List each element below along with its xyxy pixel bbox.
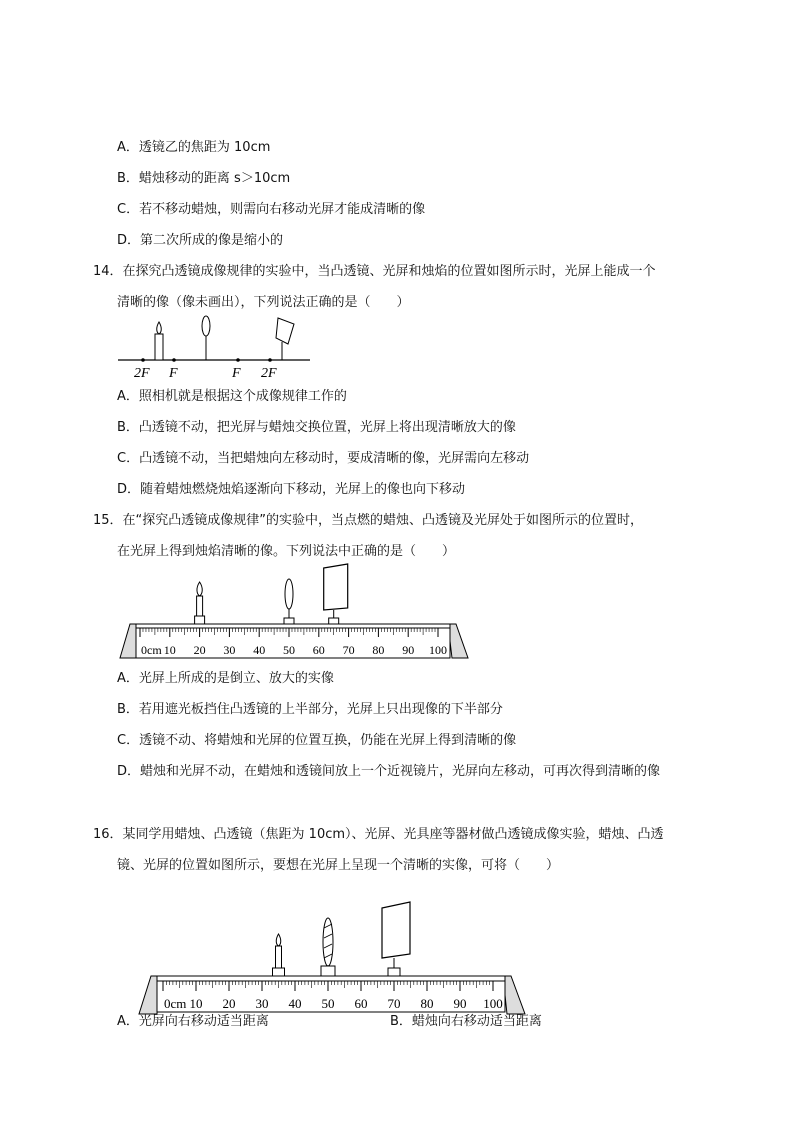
q14-stem-line2: 清晰的像（像未画出），下列说法正确的是（ ） [117,295,410,310]
q15-ruler-label: 40 [253,643,266,657]
q15-stem-line2: 在光屏上得到烛焰清晰的像。下列说法中正确的是（ ） [117,544,456,559]
q15-ruler-label: 80 [372,643,385,657]
q16-left-stand [139,976,159,1014]
q16-option-b: B．蜡烛向右移动适当距离 [390,1014,542,1029]
q13-option-b: B．蜡烛移动的距离 s＞10cm [117,171,291,186]
q14-stem-line1: 14．在探究凸透镜成像规律的实验中，当凸透镜、光屏和烛焰的位置如图所示时，光屏上能成一个 [93,264,656,279]
q15-ruler-label: 90 [402,643,415,657]
q14-label-2f-left: 2F [134,366,150,381]
q15-option-c: C．透镜不动、将蜡烛和光屏的位置互换，仍能在光屏上得到清晰的像 [117,733,517,748]
q15-optical-bench [112,562,476,664]
q15-option-d: D．蜡烛和光屏不动，在蜡烛和透镜间放上一个近视镜片，光屏向左移动，可再次得到清晰的像 [117,764,661,779]
q16-ruler-label: 40 [288,996,302,1011]
q14-option-d: D．随着蜡烛燃烧烛焰逐渐向下移动，光屏上的像也向下移动 [117,482,466,497]
q14-diagram [112,312,317,382]
q14-lens [202,316,210,336]
q15-right-stand [448,624,468,658]
q16-candle [273,934,285,976]
q15-option-a: A．光屏上所成的是倒立、放大的实像 [117,671,334,686]
q16-right-stand [503,976,525,1014]
q15-ruler-label: 20 [193,643,206,657]
q16-optical-bench [127,898,537,1020]
q15-ruler-label: 70 [342,643,355,657]
q13-option-d: D．第二次所成的像是缩小的 [117,233,284,248]
q16-ruler-label: 0cm [164,996,187,1011]
q15-ruler-label: 50 [283,643,295,657]
q16-ruler-label: 10 [189,996,203,1011]
q15-option-b: B．若用遮光板挡住凸透镜的上半部分，光屏上只出现像的下半部分 [117,702,503,717]
q15-candle [195,582,205,624]
q16-stem-line1: 16．某同学用蜡烛、凸透镜（焦距为 10cm）、光屏、光具座等器材做凸透镜成像实验，蜡烛、凸透 [93,827,664,842]
q15-ruler-label: 60 [312,643,325,657]
q15-left-stand [120,624,138,658]
q16-ruler-label: 20 [222,996,236,1011]
q16-ruler-label: 70 [387,996,401,1011]
q16-option-a: A．光屏向右移动适当距离 [117,1014,269,1029]
q16-ruler-label: 80 [420,996,434,1011]
q15-stem-line1: 15．在“探究凸透镜成像规律”的实验中，当点燃的蜡烛、凸透镜及光屏处于如图所示的位置时， [93,513,644,528]
q15-ruler-label: 100 [429,643,447,657]
q14-label-f-left: F [169,366,178,381]
q13-option-c: C．若不移动蜡烛，则需向右移动光屏才能成清晰的像 [117,202,426,217]
q16-ruler-label: 60 [354,996,368,1011]
q13-option-a: A．透镜乙的焦距为 10cm [117,140,271,155]
q16-ruler-label: 50 [321,996,335,1011]
q16-ruler-label: 100 [483,996,503,1011]
q14-label-2f-right: 2F [261,366,277,381]
q16-screen [382,902,410,976]
q14-screen [276,318,294,360]
q14-option-a: A．照相机就是根据这个成像规律工作的 [117,389,347,404]
q16-ruler-label: 90 [453,996,467,1011]
q14-option-c: C．凸透镜不动，当把蜡烛向左移动时，要成清晰的像，光屏需向左移动 [117,451,530,466]
q14-option-b: B．凸透镜不动，把光屏与蜡烛交换位置，光屏上将出现清晰放大的像 [117,420,516,435]
q14-candle [155,322,163,360]
q15-ruler-label: 0cm [141,643,162,657]
q15-lens [284,579,294,624]
q16-stem-line2: 镜、光屏的位置如图所示，要想在光屏上呈现一个清晰的实像，可将（ ） [117,858,560,873]
q15-screen [324,564,348,624]
q15-ruler-label: 10 [163,643,176,657]
q15-ruler-label: 30 [223,643,236,657]
q16-ruler-label: 30 [255,996,269,1011]
q16-lens [321,918,335,976]
q14-label-f-right: F [232,366,241,381]
